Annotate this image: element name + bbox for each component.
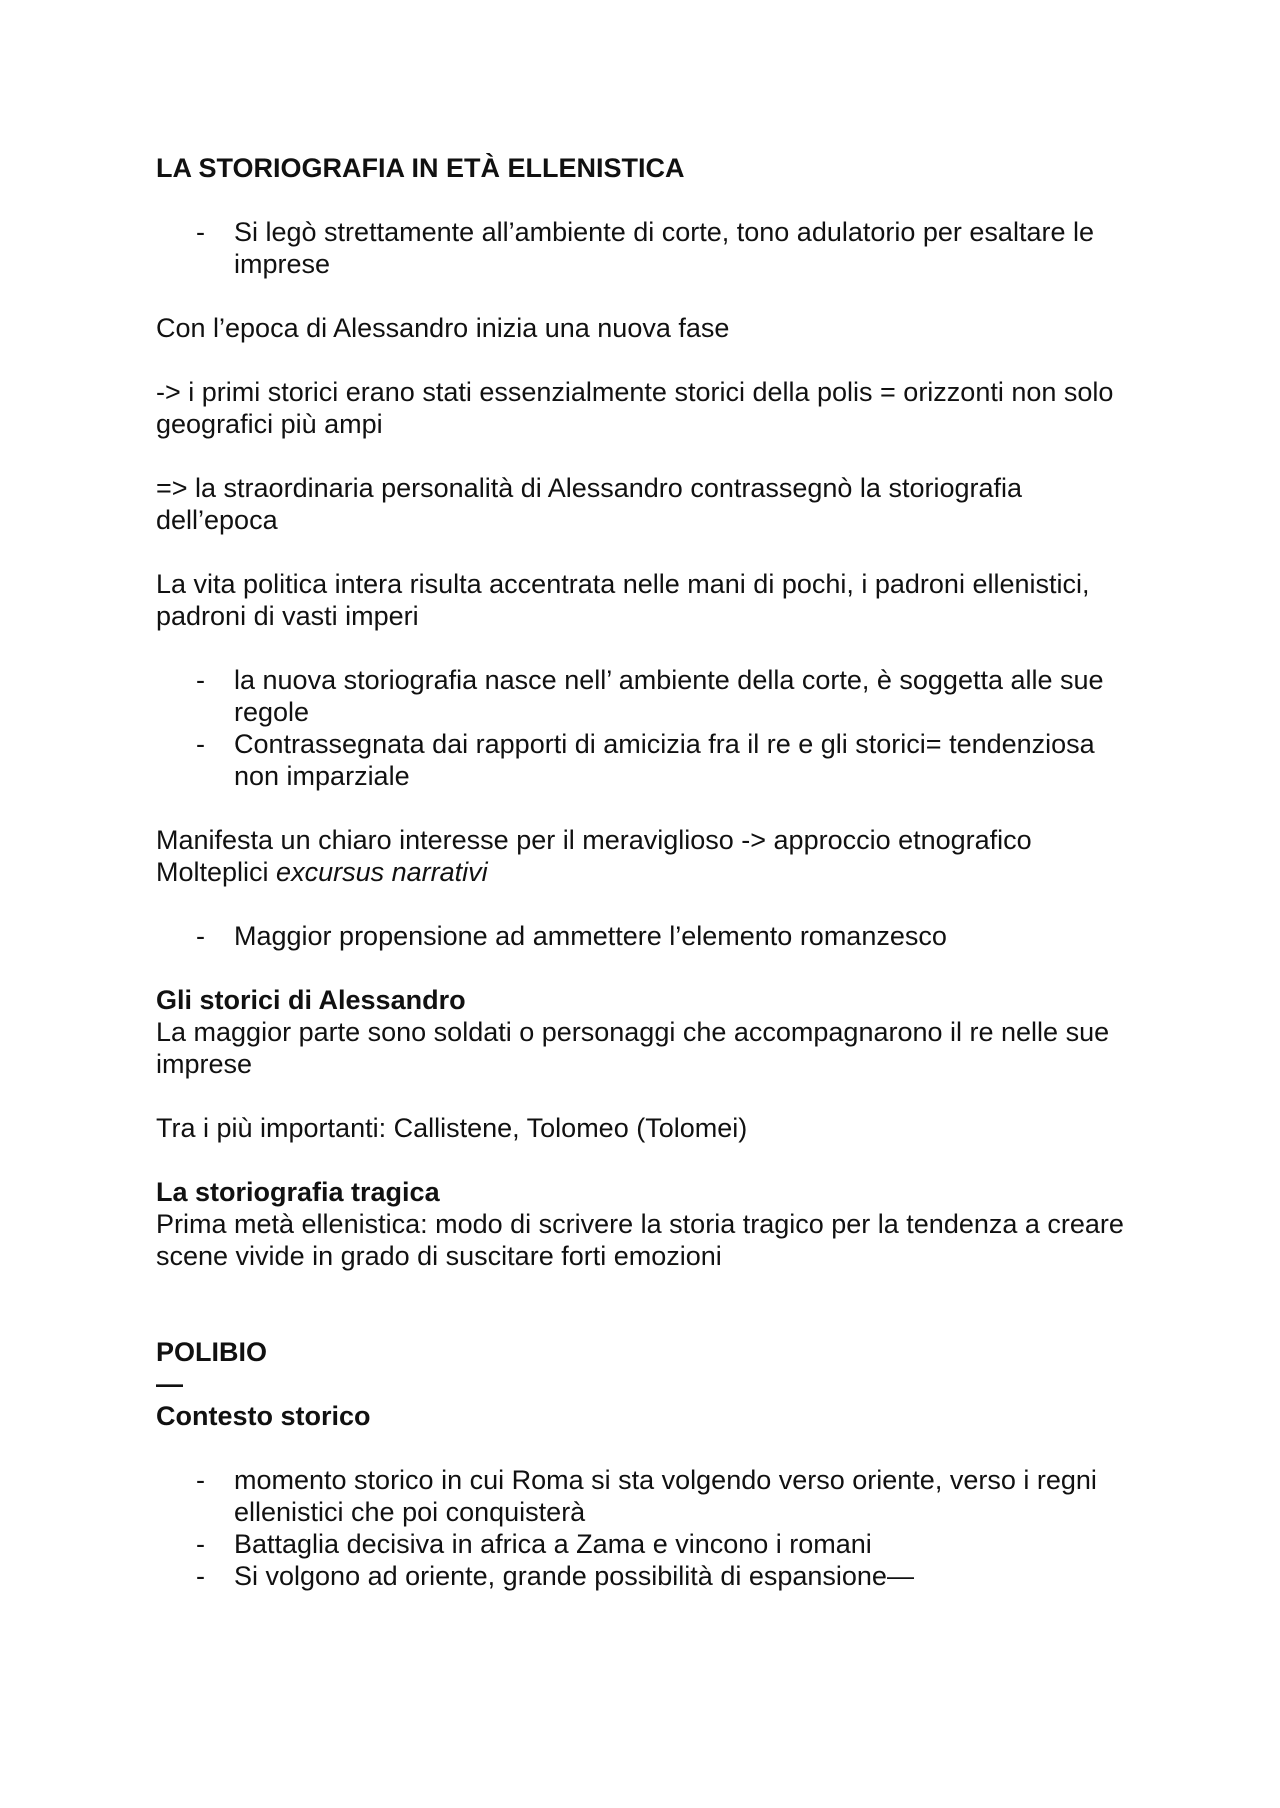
document-page — [156, 152, 1146, 1592]
paragraph: -> i primi storici erano stati essenzialmente storici della polis = orizzonti non solo geografici più ampi — [156, 377, 1114, 439]
paragraph: Tra i più importanti: Callistene, Tolomeo (Tolomei) — [156, 1113, 748, 1143]
list-item: - momento storico in cui Roma si sta volgendo verso oriente, verso i regni ellenistici che poi conquisterà — [196, 1465, 1097, 1527]
list-item: - Contrassegnata dai rapporti di amicizia fra il re e gli storici= tendenziosa non imparziale — [196, 729, 1095, 791]
italic-term: excursus narrativi — [276, 857, 488, 887]
list-item: - Si legò strettamente all’ambiente di corte, tono adulatorio per esaltare le imprese — [196, 217, 1094, 279]
list-item: - Si volgono ad oriente, grande possibilità di espansione— — [196, 1561, 914, 1591]
paragraph: La maggior parte sono soldati o personaggi che accompagnarono il re nelle sue imprese — [156, 1017, 1110, 1079]
list-item: - Maggior propensione ad ammettere l’elemento romanzesco — [196, 921, 947, 951]
bullet-list — [156, 664, 1146, 792]
paragraph: Prima metà ellenistica: modo di scrivere la storia tragico per la tendenza a creare scene vivide in grado di suscitare forti emozioni — [156, 1209, 1124, 1271]
dash-marker: - — [196, 1529, 205, 1559]
list-item: - la nuova storiografia nasce nell’ ambiente della corte, è soggetta alle sue regole — [196, 665, 1104, 727]
list-item: - Battaglia decisiva in africa a Zama e vincono i romani — [196, 1529, 872, 1559]
dash-marker: - — [196, 1561, 205, 1591]
paragraph: Con l’epoca di Alessandro inizia una nuova fase — [156, 313, 730, 343]
dash-marker: - — [196, 921, 205, 951]
section-title: POLIBIO — [156, 1337, 268, 1367]
subsection-title: Gli storici di Alessandro — [156, 985, 466, 1015]
dash-marker: - — [196, 1465, 205, 1495]
section-title: LA STORIOGRAFIA IN ETÀ ELLENISTICA — [156, 153, 685, 183]
dash-marker: - — [196, 729, 205, 759]
paragraph: Manifesta un chiaro interesse per il meraviglioso -> approccio etnografico — [156, 825, 1032, 855]
bullet-list — [156, 920, 1146, 952]
subsection-title: La storiografia tragica — [156, 1177, 440, 1207]
dash-marker: - — [196, 665, 205, 695]
dash-marker: - — [196, 217, 205, 247]
paragraph: La vita politica intera risulta accentrata nelle mani di pochi, i padroni ellenistici, padroni di vasti imperi — [156, 569, 1090, 631]
section-divider: — — [156, 1369, 183, 1399]
subsection-title: Contesto storico — [156, 1401, 371, 1431]
bullet-list — [156, 1464, 1146, 1592]
paragraph: Molteplici excursus narrativi — [156, 857, 488, 887]
bullet-list — [156, 216, 1146, 280]
paragraph: => la straordinaria personalità di Alessandro contrassegnò la storiografia dell’epoca — [156, 473, 1023, 535]
